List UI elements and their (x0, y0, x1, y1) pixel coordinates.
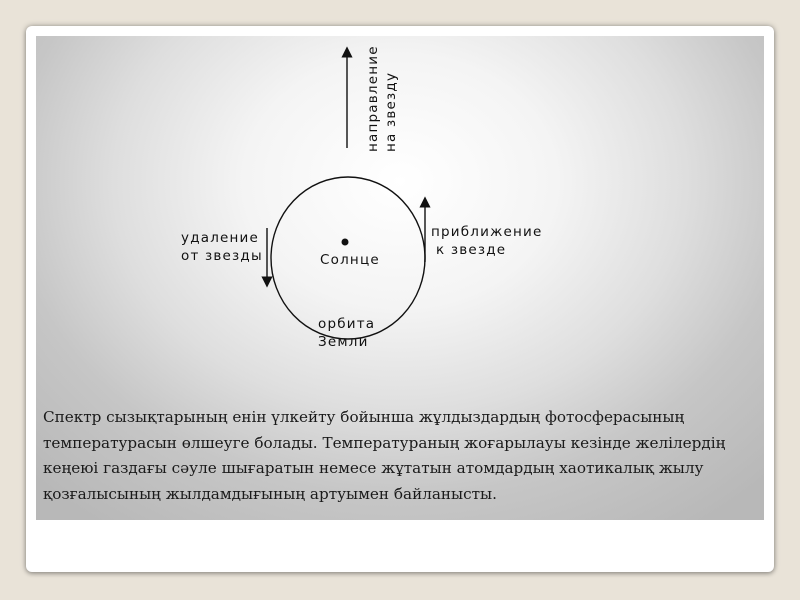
recede-label-line1: удаление (181, 230, 260, 246)
sun-dot (342, 239, 349, 246)
sun-label: Солнце (320, 252, 380, 268)
orbit-label-line2: Земли (318, 334, 369, 350)
caption-text: Спектр сызықтарының енін үлкейту бойынша жұлдыздардың фотосферасының температурасын өлшеуге болады. Температураның жоғарылауы кезінде желілердің кеңеюі газдағы сәуле шығаратын немесе жұтатын атомдардың хаотикалық жылу қозғалысының жылдамдығының артуымен байланысты. (43, 408, 726, 503)
direction-label-line2: на звезду (383, 71, 399, 152)
recede-label-line2: от звезды (181, 248, 263, 264)
approach-label-line1: приближение (431, 224, 543, 240)
orbit-label-line1: орбита (318, 316, 376, 332)
direction-label-line1: направление (365, 45, 381, 152)
approach-label-line2: к звезде (436, 242, 507, 258)
